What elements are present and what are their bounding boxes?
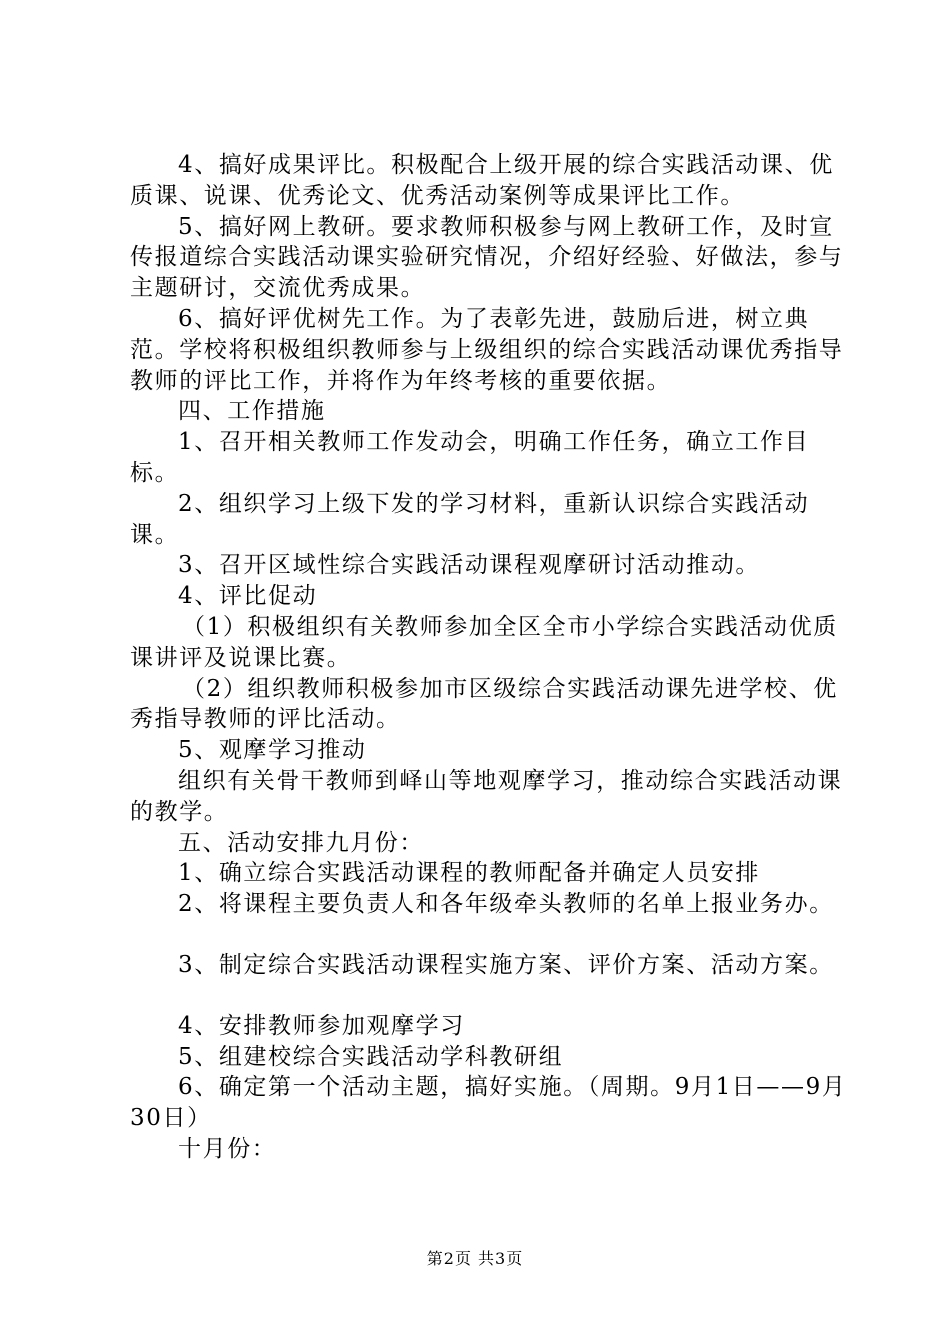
paragraph-measure-3: 3、召开区域性综合实践活动课程观摩研讨活动推动。 <box>178 552 761 579</box>
paragraph-measure-5-detail: 组织有关骨干教师到峄山等地观摩学习，推动综合实践活动课的教学。 <box>130 767 843 825</box>
paragraph-measure-4-item-1: （1）积极组织有关教师参加全区全市小学综合实践活动优质课讲评及说课比赛。 <box>130 613 838 671</box>
heading-work-measures: 四、工作措施 <box>178 398 326 425</box>
document-body <box>130 150 850 1165</box>
paragraph-achievement-evaluation: 4、搞好成果评比。积极配合上级开展的综合实践活动课、优质课、说课、优秀论文、优秀活动案例等成果评比工作。 <box>130 152 834 209</box>
paragraph-september-2: 2、将课程主要负责人和各年级牵头教师的名单上报业务办。 <box>178 891 834 918</box>
paragraph-measure-4: 4、评比促动 <box>178 583 318 610</box>
page-number-footer: 第2页 共3页 <box>426 1249 524 1268</box>
paragraph-measure-2: 2、组织学习上级下发的学习材料，重新认识综合实践活动课。 <box>130 490 810 548</box>
paragraph-measure-1: 1、召开相关教师工作发动会，明确工作任务，确立工作目标。 <box>130 429 810 486</box>
paragraph-measure-4-item-2: （2）组织教师积极参加市区级综合实践活动课先进学校、优秀指导教师的评比活动。 <box>130 675 838 733</box>
paragraph-september-1: 1、确立综合实践活动课程的教师配备并确定人员安排 <box>178 860 761 887</box>
paragraph-excellence-selection: 6、搞好评优树先工作。为了表彰先进，鼓励后进，树立典范。学校将积极组织教师参与上级组织的综合实践活动课优秀指导教师的评比工作，并将作为年终考核的重要依据。 <box>130 305 844 394</box>
paragraph-september-5: 5、组建校综合实践活动学科教研组 <box>178 1043 564 1070</box>
heading-activity-schedule: 五、活动安排九月份： <box>178 829 424 856</box>
paragraph-measure-5: 5、观摩学习推动 <box>178 737 367 764</box>
heading-october: 十月份： <box>178 1135 277 1162</box>
paragraph-september-3: 3、制定综合实践活动课程实施方案、评价方案、活动方案。 <box>178 951 834 978</box>
paragraph-september-6: 6、确定第一个活动主题，搞好实施。（周期。9月1日——9月30日） <box>130 1074 847 1132</box>
paragraph-online-research: 5、搞好网上教研。要求教师积极参与网上教研工作，及时宣传报道综合实践活动课实验研究情况，介绍好经验、好做法，参与主题研讨，交流优秀成果。 <box>130 213 844 302</box>
paragraph-september-4: 4、安排教师参加观摩学习 <box>178 1012 465 1039</box>
